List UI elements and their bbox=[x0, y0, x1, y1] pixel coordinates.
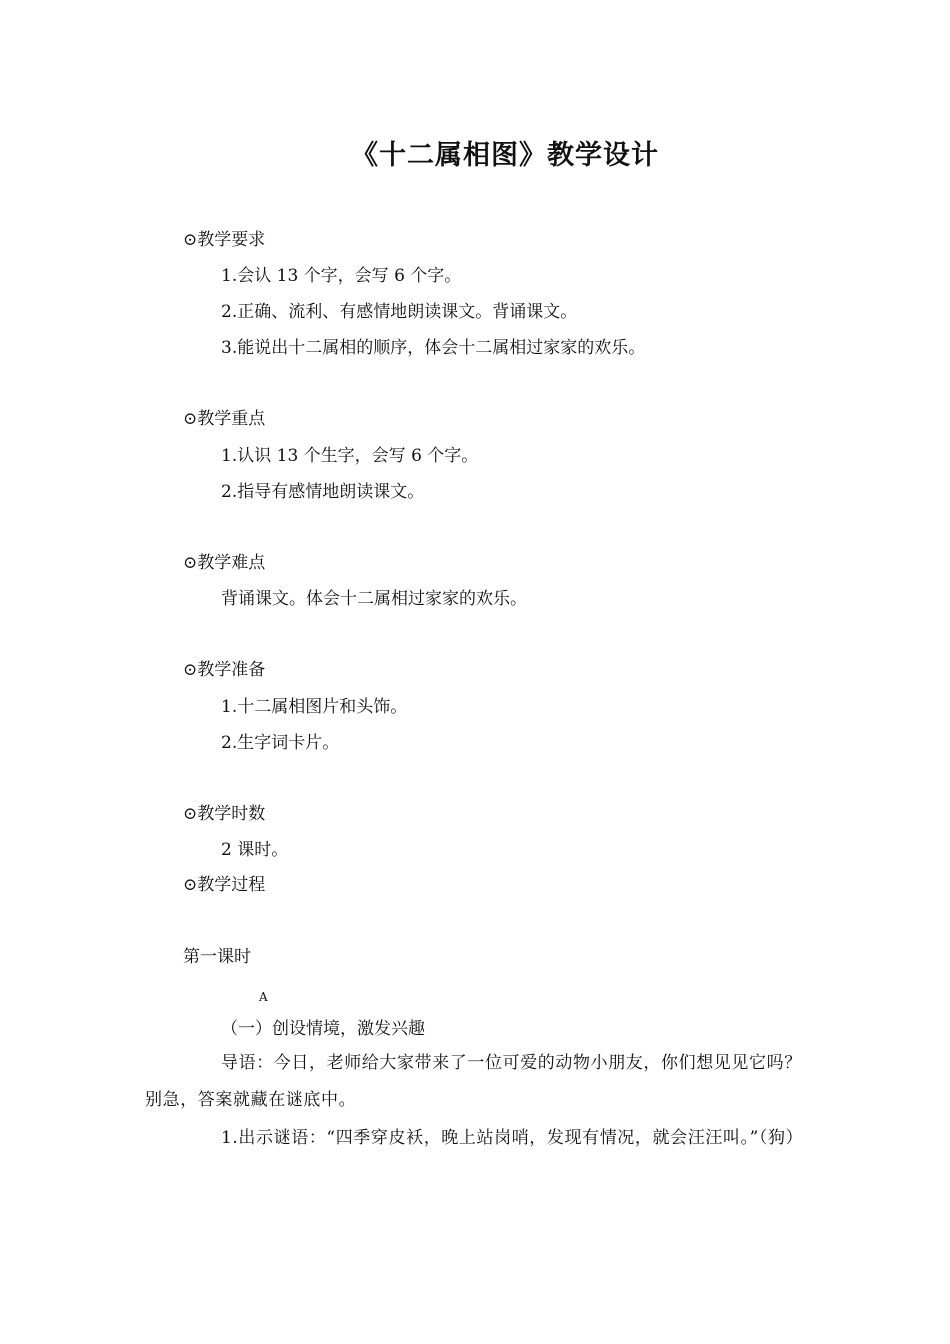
riddle-paragraph: 1.出示谜语：“四季穿皮袄，晚上站岗哨，发现有情况，就会汪汪叫。”（狗） bbox=[221, 1128, 804, 1148]
difficulties-heading: ⊙教学难点 bbox=[183, 553, 266, 573]
preparation-item: 2.生字词卡片。 bbox=[221, 733, 340, 753]
hours-heading: ⊙教学时数 bbox=[183, 804, 266, 824]
step-title: （一）创设情境，激发兴趣 bbox=[221, 1019, 425, 1039]
requirement-item: 2.正确、流利、有感情地朗读课文。背诵课文。 bbox=[221, 302, 578, 322]
intro-paragraph: 导语：今日，老师给大家带来了一位可爱的动物小朋友，你们想见见它吗？别急，答案就藏在谜底中。 bbox=[145, 1053, 802, 1110]
key-point-item: 1.认识 13 个生字，会写 6 个字。 bbox=[221, 446, 479, 466]
preparation-item: 1.十二属相图片和头饰。 bbox=[221, 697, 408, 717]
difficulties-text: 背诵课文。体会十二属相过家家的欢乐。 bbox=[221, 589, 527, 609]
document-title: 《十二属相图》教学设计 bbox=[351, 140, 659, 171]
lesson-marker: A bbox=[259, 990, 268, 1004]
requirements-heading: ⊙教学要求 bbox=[183, 230, 266, 250]
preparation-heading: ⊙教学准备 bbox=[183, 660, 266, 680]
lesson-label: 第一课时 bbox=[183, 947, 251, 967]
process-heading: ⊙教学过程 bbox=[183, 875, 266, 895]
requirement-item: 1.会认 13 个字，会写 6 个字。 bbox=[221, 266, 462, 286]
requirement-item: 3.能说出十二属相的顺序，体会十二属相过家家的欢乐。 bbox=[221, 338, 646, 358]
hours-text: 2 课时。 bbox=[221, 840, 289, 860]
key-point-item: 2.指导有感情地朗读课文。 bbox=[221, 482, 425, 502]
key-points-heading: ⊙教学重点 bbox=[183, 409, 266, 429]
